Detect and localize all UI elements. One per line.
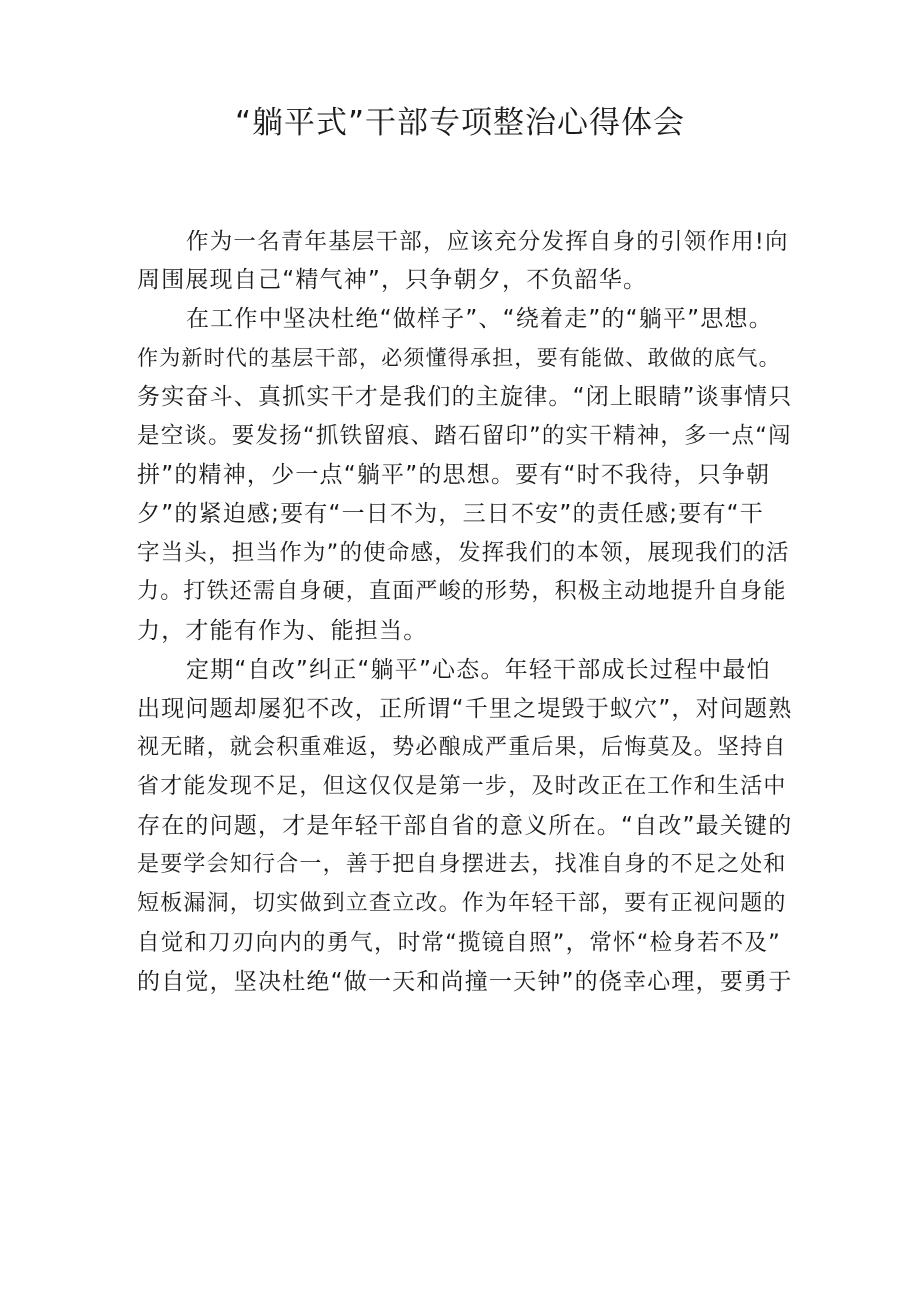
text-line: 省才能发现不足，但这仅仅是第一步，及时改正在工作和生活中 (137, 774, 787, 799)
text-line: 的自觉，坚决杜绝“做一天和尚撞一天钟”的侥幸心理，要勇于 (137, 969, 793, 995)
text-line: 自觉和刀刃向内的勇气，时常“揽镜自照”，常怀“检身若不及” (137, 930, 781, 956)
text-line: 字当头，担当作为”的使命感，发挥我们的本领，展现我们的活 (137, 540, 790, 566)
text-line: 作为一名青年基层干部，应该充分发挥自身的引领作用!向 (186, 229, 789, 255)
text-line: 作为新时代的基层干部，必须懂得承担，要有能做、敢做的底气。 (137, 346, 781, 370)
text-line: 力。打铁还需自身硬，直面严峻的形势，积极主动地提升自身能 (137, 579, 787, 604)
text-line: 夕”的紧迫感;要有“一日不为，三日不安”的责任感;要有“干 (137, 501, 764, 527)
text-line: 定期“自改”纠正“躺平”心态。年轻干部成长过程中最怕 (186, 657, 771, 683)
text-line: 力，才能有作为、能担当。 (137, 618, 428, 644)
text-line: 短板漏洞，切实做到立查立改。作为年轻干部，要有正视问题的 (137, 891, 787, 916)
text-line: 在工作中坚决杜绝“做样子”、“绕着走”的“躺平”思想。 (186, 306, 773, 332)
text-line: 是空谈。要发扬“抓铁留痕、踏石留印”的实干精神，多一点“闯 (137, 423, 792, 449)
text-line: 是要学会知行合一，善于把自身摆进去，找准自身的不足之处和 (137, 852, 787, 877)
text-line: 出现问题却屡犯不改，正所谓“千里之堤毁于蚁穴”，对问题熟 (137, 696, 793, 722)
text-line: 视无睹，就会积重难返，势必酿成严重后果，后悔莫及。坚持自 (137, 735, 787, 760)
text-line: 拼”的精神，少一点“躺平”的思想。要有“时不我待，只争朝 (137, 462, 771, 488)
text-line: 周围展现自己“精气神”，只争朝夕，不负韶华。 (137, 267, 648, 293)
document-title: “躺平式”干部专项整治心得体会 (234, 105, 686, 141)
text-line: 务实奋斗、真抓实干才是我们的主旋律。“闭上眼睛”谈事情只 (137, 384, 793, 410)
text-line: 存在的问题，才是年轻干部自省的意义所在。“自改”最关键的 (137, 813, 793, 839)
